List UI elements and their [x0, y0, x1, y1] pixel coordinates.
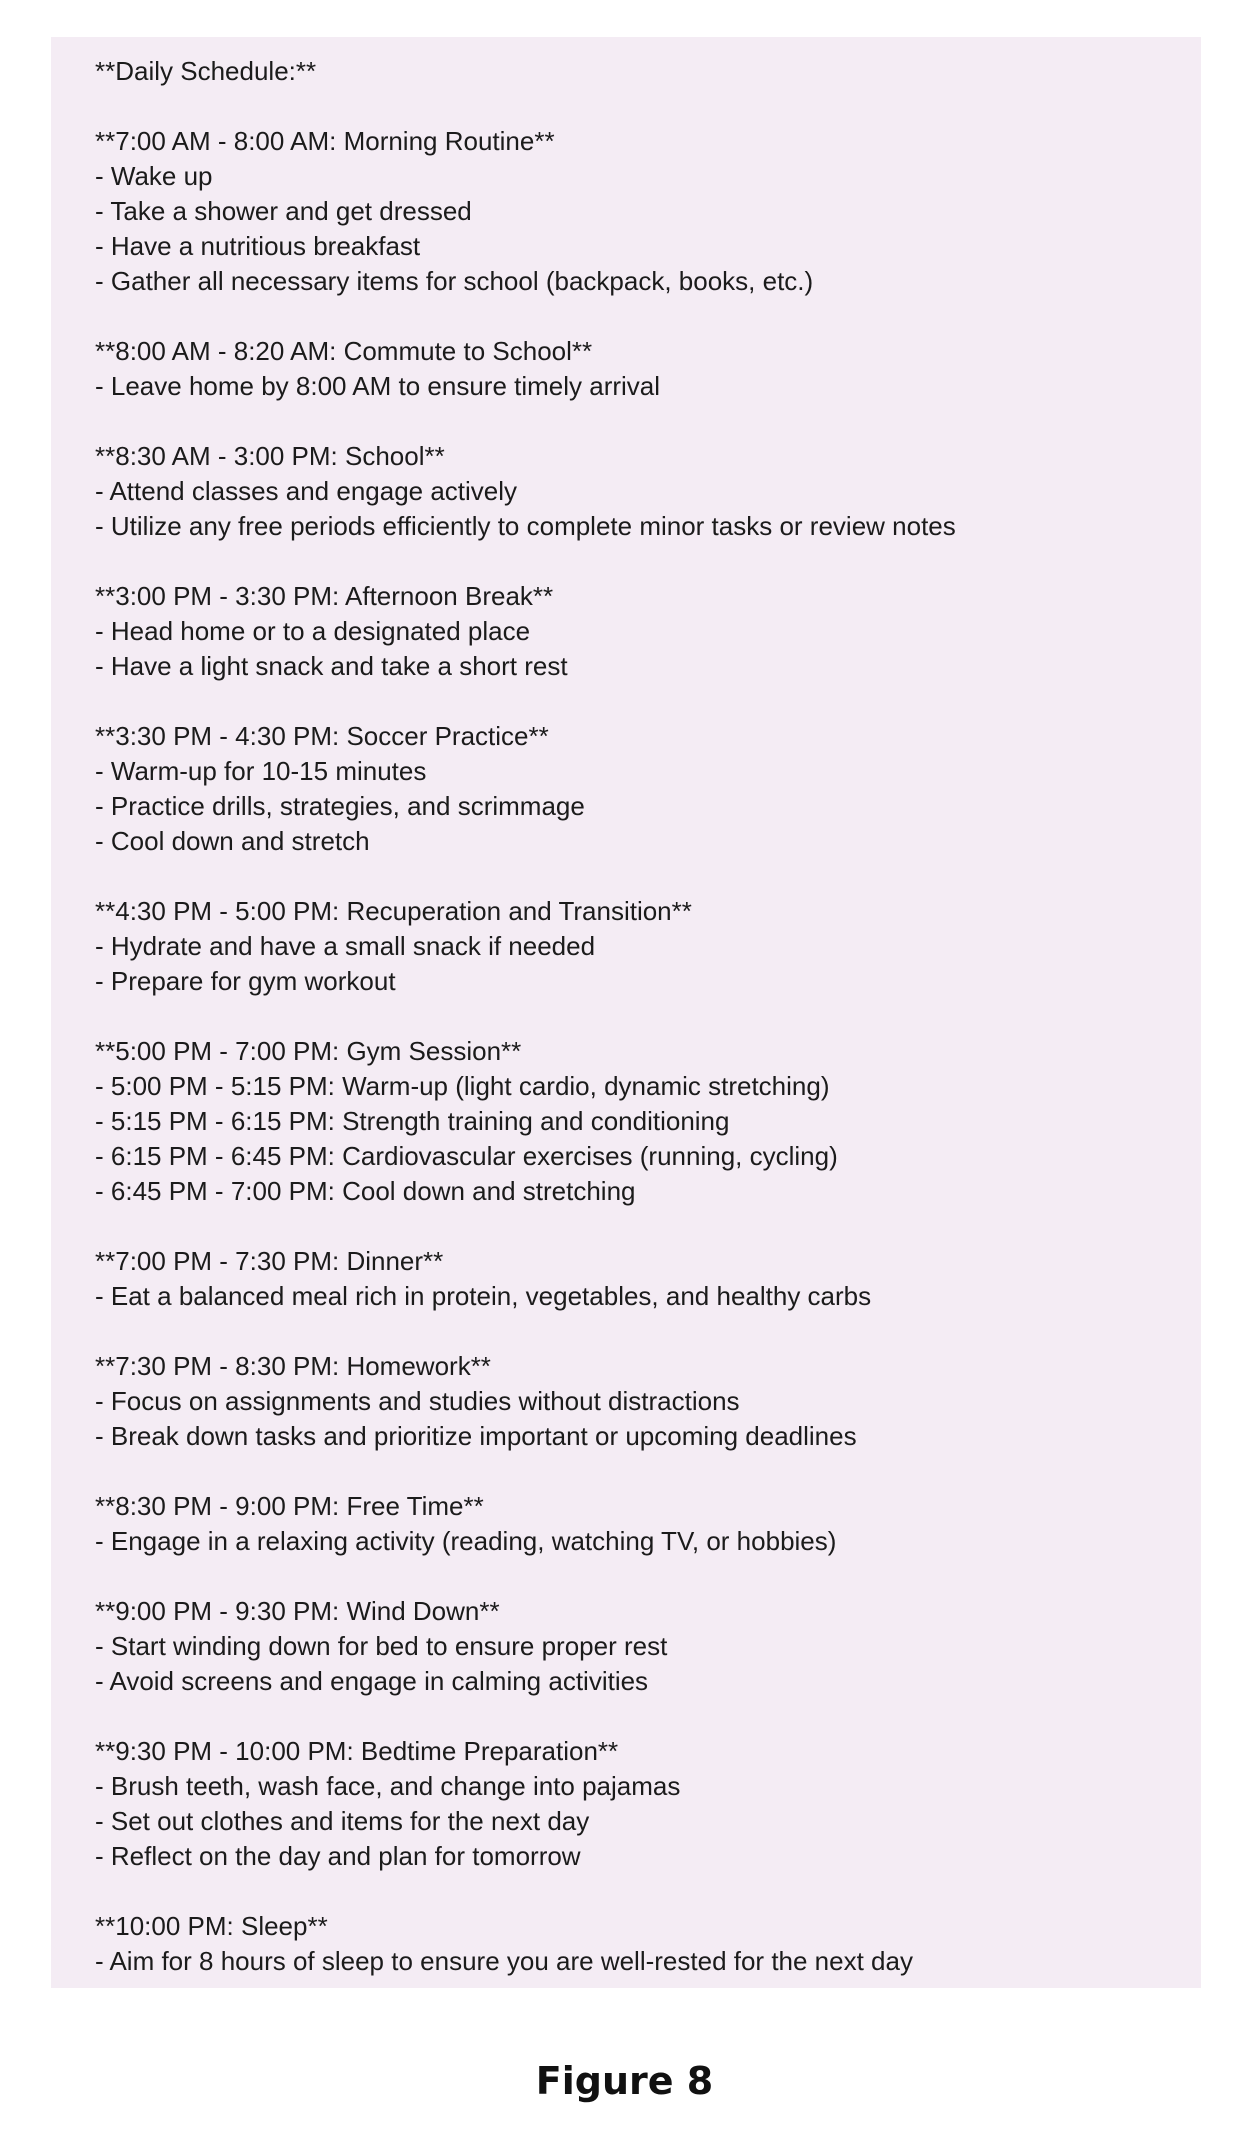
schedule-section	[95, 894, 1201, 999]
schedule-section	[95, 719, 1201, 859]
section-heading: **8:30 AM - 3:00 PM: School**	[95, 441, 445, 471]
list-item: - 5:00 PM - 5:15 PM: Warm-up (light cardio, dynamic stretching)	[95, 1071, 830, 1101]
schedule-section	[95, 1594, 1201, 1699]
schedule-section	[95, 1349, 1201, 1454]
section-heading: **7:00 AM - 8:00 AM: Morning Routine**	[95, 126, 555, 156]
section-heading: **3:30 PM - 4:30 PM: Soccer Practice**	[95, 721, 549, 751]
list-item: - Brush teeth, wash face, and change into pajamas	[95, 1771, 681, 1801]
list-item: - Cool down and stretch	[95, 826, 370, 856]
section-heading: **3:00 PM - 3:30 PM: Afternoon Break**	[95, 581, 554, 611]
list-item: - Attend classes and engage actively	[95, 476, 518, 506]
schedule-section	[95, 439, 1201, 544]
schedule-section	[95, 1034, 1201, 1209]
list-item: - Engage in a relaxing activity (reading, watching TV, or hobbies)	[95, 1526, 837, 1556]
list-item: - Wake up	[95, 161, 213, 191]
section-heading: **7:30 PM - 8:30 PM: Homework**	[95, 1351, 491, 1381]
list-item: - Gather all necessary items for school (backpack, books, etc.)	[95, 266, 814, 296]
list-item: - Practice drills, strategies, and scrimmage	[95, 791, 585, 821]
list-item: - 5:15 PM - 6:15 PM: Strength training and conditioning	[95, 1106, 730, 1136]
list-item: - Warm-up for 10-15 minutes	[95, 756, 427, 786]
list-item: - Start winding down for bed to ensure proper rest	[95, 1631, 668, 1661]
list-item: - Reflect on the day and plan for tomorrow	[95, 1841, 581, 1871]
section-heading: **8:30 PM - 9:00 PM: Free Time**	[95, 1491, 484, 1521]
section-heading: **7:00 PM - 7:30 PM: Dinner**	[95, 1246, 444, 1276]
schedule-section	[95, 1909, 1201, 1979]
list-item: - Hydrate and have a small snack if needed	[95, 931, 596, 961]
schedule-sections	[95, 124, 1201, 1979]
schedule-section	[95, 1489, 1201, 1559]
section-heading: **10:00 PM: Sleep**	[95, 1911, 328, 1941]
section-heading: **9:00 PM - 9:30 PM: Wind Down**	[95, 1596, 500, 1626]
section-heading: **9:30 PM - 10:00 PM: Bedtime Preparation**	[95, 1736, 619, 1766]
schedule-section	[95, 1734, 1201, 1874]
section-heading: **4:30 PM - 5:00 PM: Recuperation and Transition**	[95, 896, 692, 926]
schedule-panel	[51, 37, 1201, 1988]
list-item: - Avoid screens and engage in calming activities	[95, 1666, 649, 1696]
schedule-title: **Daily Schedule:**	[95, 56, 317, 86]
schedule-section	[95, 124, 1201, 299]
schedule-section	[95, 1244, 1201, 1314]
section-heading: **8:00 AM - 8:20 AM: Commute to School**	[95, 336, 593, 366]
list-item: - Have a nutritious breakfast	[95, 231, 421, 261]
list-item: - 6:45 PM - 7:00 PM: Cool down and stretching	[95, 1176, 636, 1206]
list-item: - Aim for 8 hours of sleep to ensure you are well-rested for the next day	[95, 1946, 913, 1976]
list-item: - Prepare for gym workout	[95, 966, 396, 996]
list-item: - Focus on assignments and studies without distractions	[95, 1386, 740, 1416]
figure-caption: Figure 8	[535, 2059, 714, 2103]
list-item: - Head home or to a designated place	[95, 616, 531, 646]
schedule-section	[95, 334, 1201, 404]
list-item: - Take a shower and get dressed	[95, 196, 472, 226]
list-item: - Have a light snack and take a short rest	[95, 651, 568, 681]
schedule-section	[95, 579, 1201, 684]
list-item: - Break down tasks and prioritize important or upcoming deadlines	[95, 1421, 857, 1451]
list-item: - Utilize any free periods efficiently to complete minor tasks or review notes	[95, 511, 956, 541]
list-item: - Leave home by 8:00 AM to ensure timely arrival	[95, 371, 661, 401]
section-heading: **5:00 PM - 7:00 PM: Gym Session**	[95, 1036, 522, 1066]
list-item: - Set out clothes and items for the next day	[95, 1806, 590, 1836]
list-item: - 6:15 PM - 6:45 PM: Cardiovascular exercises (running, cycling)	[95, 1141, 838, 1171]
list-item: - Eat a balanced meal rich in protein, vegetables, and healthy carbs	[95, 1281, 872, 1311]
